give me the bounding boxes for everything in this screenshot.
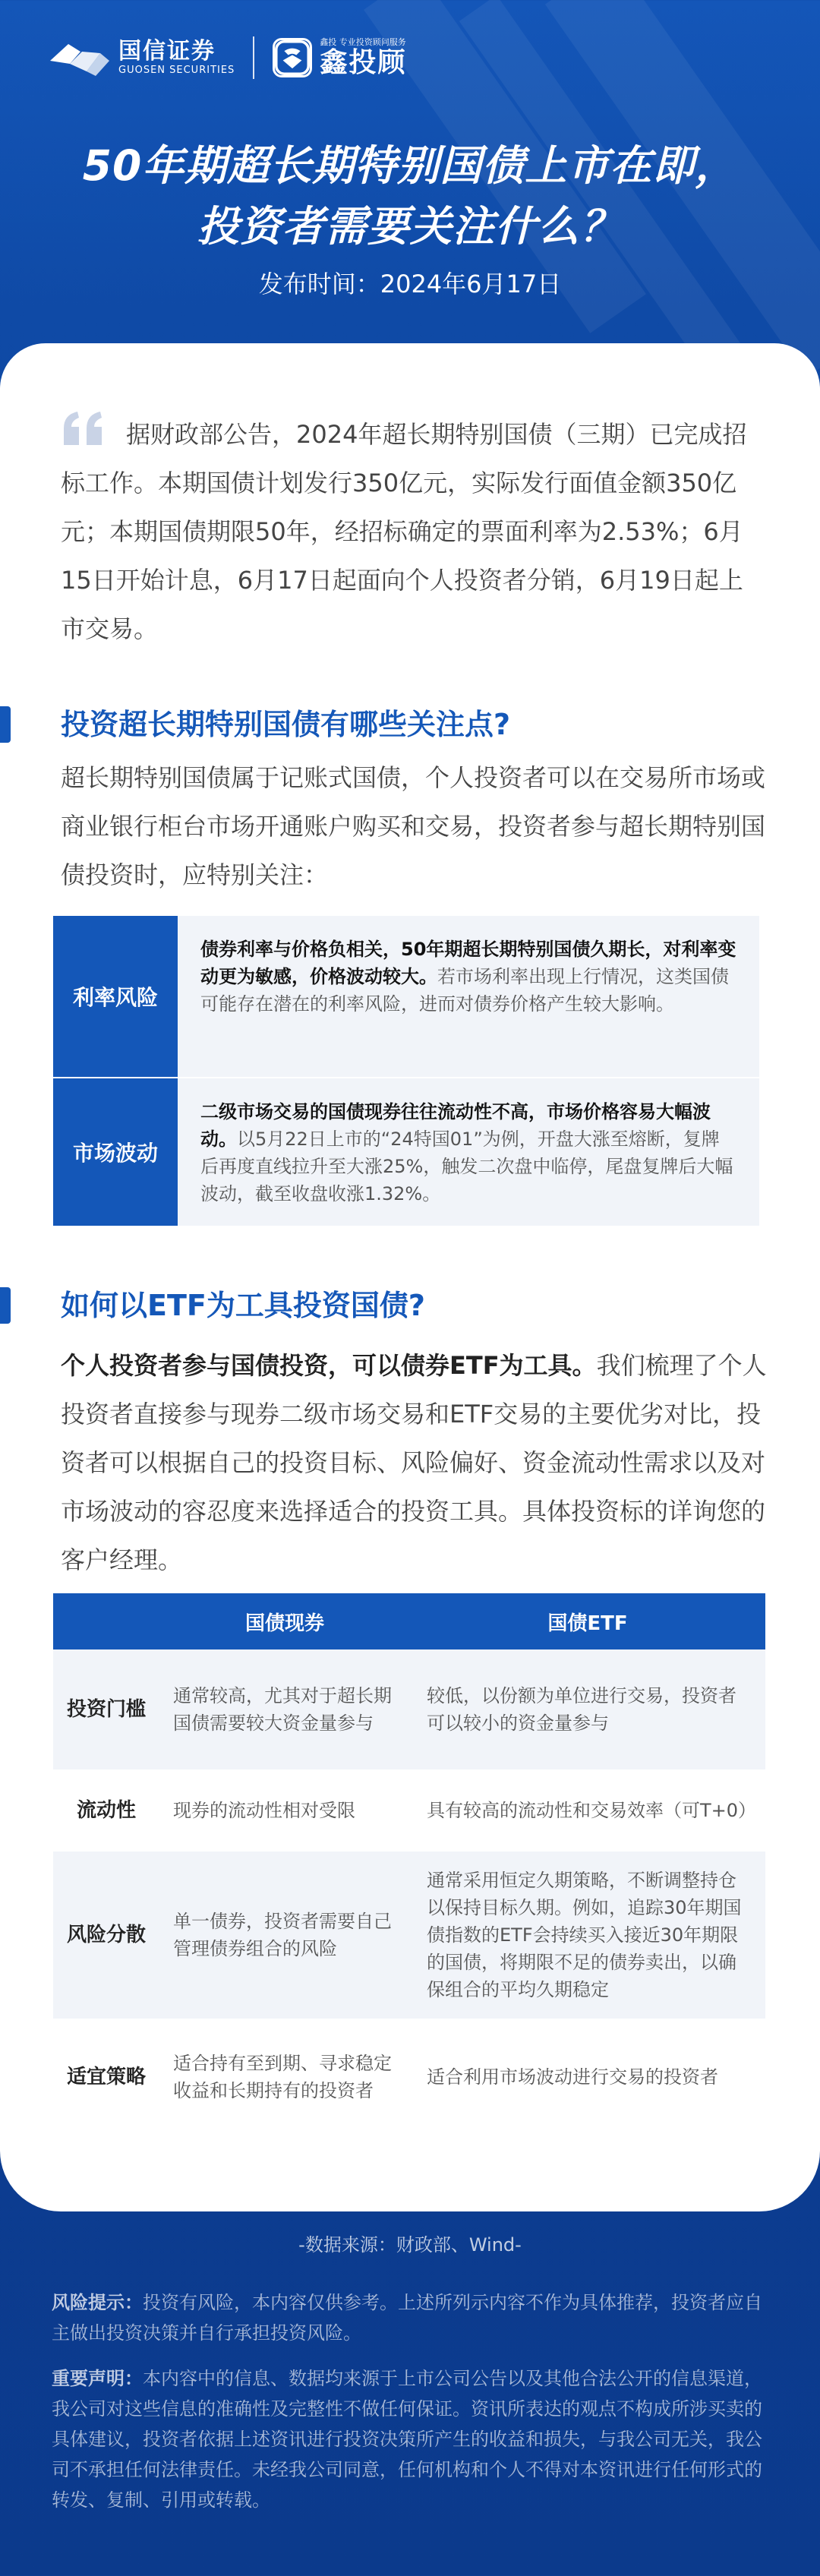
guosen-logo (47, 38, 235, 77)
comparison-row-label: 投资门槛 (53, 1649, 159, 1769)
guosen-english-name: GUOSEN SECURITIES (118, 65, 235, 76)
risk-warning-label: 风险提示： (52, 2292, 143, 2313)
comparison-row (53, 1649, 765, 1769)
data-source: -数据来源：财政部、Wind- (298, 2234, 522, 2256)
comparison-row-label: 流动性 (53, 1769, 159, 1852)
page-title-line1: 50年期超长期特别国债上市在即， (82, 141, 738, 190)
section2-paragraph (61, 1341, 767, 1584)
xintougu-tagline: 鑫投 专业投资顾问服务 (320, 37, 406, 47)
risk-warning-text: 投资有风险，本内容仅供参考。上述所列示内容不作为具体推荐，投资者应自主做出投资决策并自行承担投资风险。 (52, 2292, 762, 2344)
comparison-header-cell: 国债ETF (410, 1593, 765, 1649)
publish-date: 发布时间：2024年6月17日 (258, 270, 562, 298)
comparison-table (53, 1593, 765, 2136)
important-statement-label: 重要声明： (52, 2368, 143, 2389)
comparison-row (53, 1769, 765, 1852)
comparison-cell-spot: 适合持有至到期、寻求稳定收益和长期持有的投资者 (159, 2019, 410, 2136)
comparison-row-label: 风险分散 (53, 1852, 159, 2019)
comparison-cell-etf: 较低，以份额为单位进行交易，投资者可以较小的资金量参与 (410, 1649, 765, 1769)
important-statement (52, 2363, 773, 2515)
comparison-cell-spot: 单一债券，投资者需要自己管理债券组合的风险 (159, 1852, 410, 2019)
comparison-cell-spot: 现券的流动性相对受限 (159, 1769, 410, 1852)
risk-label: 市场波动 (53, 1078, 178, 1226)
xintougu-name: 鑫投顾 (320, 47, 407, 78)
risk-description (178, 1078, 759, 1226)
xintougu-logo (273, 37, 406, 78)
risk-table (53, 916, 759, 1226)
section-marker (0, 1287, 11, 1324)
comparison-header-row (53, 1593, 765, 1649)
comparison-row-label: 适宜策略 (53, 2019, 159, 2136)
risk-row (53, 1078, 759, 1226)
risk-description-text: 若市场利率出现上行情况，这类国债可能存在潜在的利率风险，进而对债券价格产生较大影响。 (200, 966, 729, 1015)
logo-row (47, 36, 406, 79)
risk-label: 利率风险 (53, 916, 178, 1077)
section2-heading (0, 1286, 425, 1324)
page-title-line2: 投资者需要关注什么？ (197, 202, 623, 251)
section1-heading (0, 706, 510, 743)
page-title (0, 135, 820, 257)
risk-row (53, 916, 759, 1077)
section1-title: 投资超长期特别国债有哪些关注点? (61, 708, 511, 741)
comparison-row (53, 2019, 765, 2136)
guosen-name: 国信证券 (118, 38, 216, 65)
section1-paragraph: 超长期特别国债属于记账式国债，个人投资者可以在交易所市场或商业银行柜台市场开通账户购买和交易，投资者参与超长期特别国债投资时，应特别关注： (61, 763, 766, 889)
logo-divider (253, 36, 254, 79)
comparison-cell-etf: 具有较高的流动性和交易效率（可T+0） (410, 1769, 765, 1852)
intro-paragraph: 据财政部公告，2024年超长期特别国债（三期）已完成招标工作。本期国债计划发行350亿元，实际发行面值金额350亿元；本期国债期限50年，经招标确定的票面利率为2.53%；6月15日开始计息，6月17日起面向个人投资者分销，6月19日起上市交易。 (61, 420, 747, 643)
risk-description-bold: 二级市场交易的国债现券往往流动性不高，市场价格容易大幅波动。 (200, 1101, 711, 1150)
section2-paragraph-bold: 个人投资者参与国债投资，可以债券ETF为工具。 (61, 1351, 597, 1380)
risk-description (178, 916, 759, 1077)
section2-paragraph-text: 我们梳理了个人投资者直接参与现券二级市场交易和ETF交易的主要优劣对比，投资者可以根据自己的投资目标、风险偏好、资金流动性需求以及对市场波动的容忍度来选择适合的投资工具。具体投资标的详询您的客户经理。 (61, 1351, 767, 1574)
comparison-row (53, 1852, 765, 2019)
section-marker (0, 706, 11, 743)
important-statement-text: 本内容中的信息、数据均来源于上市公司公告以及其他合法公开的信息渠道，我公司对这些信息的准确性及完整性不做任何保证。资讯所表达的观点不构成所涉买卖的具体建议，投资者依据上述资讯进行投资决策所产生的收益和损失，与我公司无关，我公司不承担任何法律责任。未经我公司同意，任何机构和个人不得对本资讯进行任何形式的转发、复制、引用或转载。 (52, 2368, 762, 2511)
section2-title: 如何以ETF为工具投资国债? (61, 1289, 425, 1322)
risk-warning (52, 2287, 773, 2348)
header (0, 0, 820, 357)
risk-description-bold: 债券利率与价格负相关，50年期超长期特别国债久期长，对利率变动更为敏感，价格波动较大。 (200, 939, 736, 987)
guosen-logo-icon (47, 38, 111, 77)
comparison-header-cell (53, 1593, 159, 1649)
comparison-cell-etf: 适合利用市场波动进行交易的投资者 (410, 2019, 765, 2136)
comparison-header-cell: 国债现券 (159, 1593, 410, 1649)
comparison-cell-etf: 通常采用恒定久期策略，不断调整持仓以保持目标久期。例如，追踪30年期国债指数的ETF会持续买入接近30年期限的国债，将期限不足的债券卖出，以确保组合的平均久期稳定 (410, 1852, 765, 2019)
comparison-cell-spot: 通常较高，尤其对于超长期国债需要较大资金量参与 (159, 1649, 410, 1769)
risk-description-text: 以5月22日上市的“24特国01”为例，开盘大涨至熔断，复牌后再度直线拉升至大涨25%，触发二次盘中临停，尾盘复牌后大幅波动，截至收盘收涨1.32%。 (200, 1129, 733, 1204)
xintougu-logo-icon (273, 38, 312, 77)
